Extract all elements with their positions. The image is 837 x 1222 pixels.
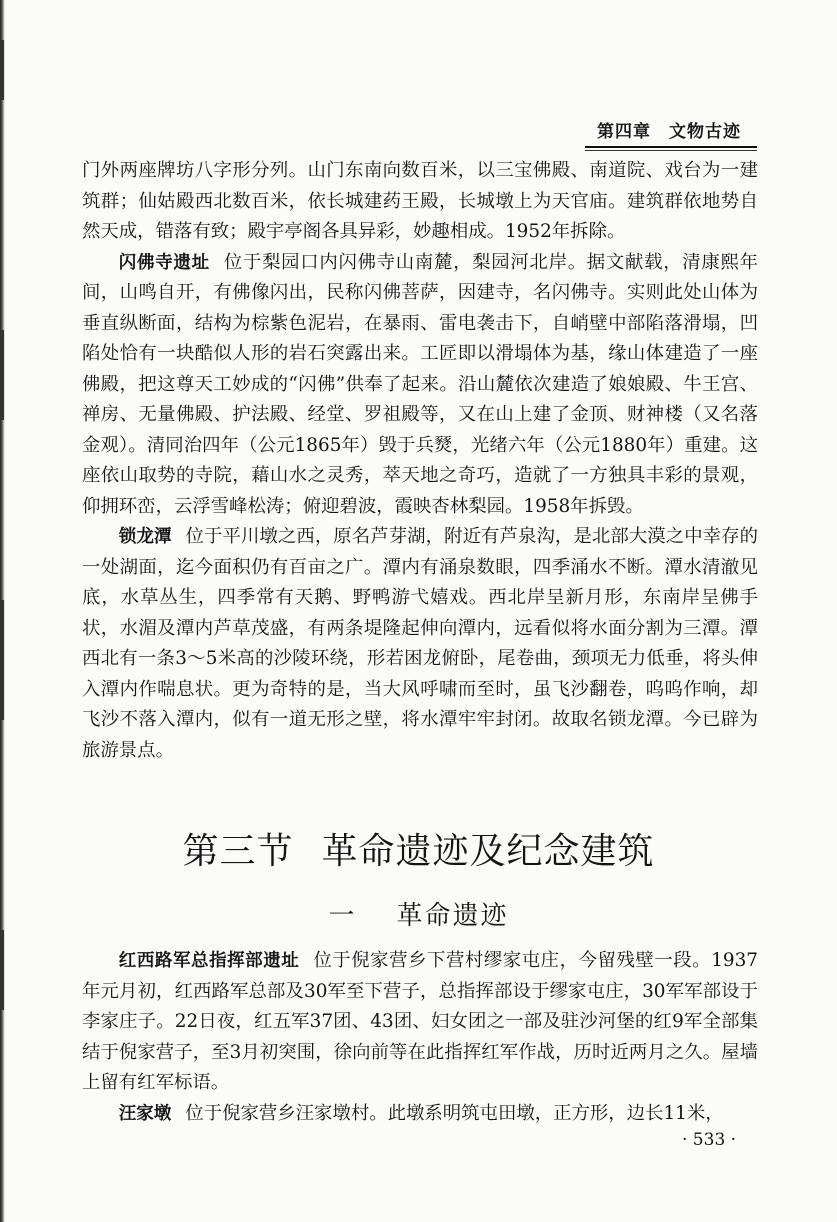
header-rule-thin: [585, 150, 757, 151]
scan-mark: [0, 40, 4, 100]
entry-term: 汪家墩: [118, 1103, 172, 1124]
subsection-number: 一: [328, 901, 357, 931]
scan-mark: [0, 330, 4, 420]
paragraph-text: 位于梨园口内闪佛寺山南麓，梨园河北岸。据文献载，清康熙年间，山鸣自开，有佛像闪出，民称闪佛菩萨，因建寺，名闪佛寺。实则此处山体为垂直纵断面，结构为棕紫色泥岩，在暴雨、雷电袭击下，自峭壁中部陷落滑塌，凹陷处恰有一块酷似人形的岩石突露出来。工匠即以滑塌体为基，缘山体建造了一座佛殿，把这尊天工妙成的“闪佛”供奉了起来。沿山麓依次建造了娘娘殿、牛王宫、禅房、无量佛殿、护法殿、经堂、罗祖殿等，又在山上建了金顶、财神楼（又名落金观）。清同治四年（公元1865年）毁于兵燹，光绪六年（公元1880年）重建。这座依山取势的寺院，藉山水之灵秀，萃天地之奇巧，造就了一方独具丰彩的景观，仰拥环峦，云浮雪峰松涛；俯迎碧波，霞映杏林梨园。1958年拆毁。: [82, 251, 758, 517]
entry-term: 红西路军总指挥部遗址: [118, 951, 300, 971]
paragraph: [82, 522, 758, 766]
paragraph-text: 位于倪家营乡汪家墩村。此墩系明筑屯田墩，正方形，边长11米，: [185, 1102, 724, 1124]
subsection-title-text: 革命遗迹: [396, 901, 509, 931]
entry-term: 闪佛寺遗址: [118, 252, 210, 273]
scan-mark: [0, 600, 4, 720]
section-title-text: 革命遗迹及纪念建筑: [321, 831, 655, 872]
paragraph-text: 门外两座牌坊八字形分列。山门东南向数百米，以三宝佛殿、南道院、戏台为一建筑群；仙姑殿西北数百米，依长城建药王殿，长城墩上为天官庙。建筑群依地势自然天成，错落有致；殿宇亭阁各具异彩，妙趣相成。1952年拆除。: [82, 160, 758, 242]
chapter-title: 第四章 文物古迹: [597, 122, 741, 142]
paragraph-text: 位于平川墩之西，原名芦芽湖，附近有芦泉沟，是北部大漠之中幸存的一处湖面，迄今面积仍有百亩之广。潭内有涌泉数眼，四季涌水不断。潭水清澈见底，水草丛生，四季常有天鹅、野鸭游弋嬉戏。西北岸呈新月形，东南岸呈佛手状，水湄及潭内芦草茂盛，有两条堤隆起伸向潭内，远看似将水面分割为三潭。潭西北有一条3～5米高的沙陵环绕，形若困龙俯卧，尾卷曲，颈项无力低垂，将头伸入潭内作喘息状。更为奇特的是，当大风呼啸而至时，虽飞沙翻卷，呜呜作响，却飞沙不落入潭内，似有一道无形之壁，将水潭牢牢封闭。故取名锁龙潭。今已辟为旅游景点。: [82, 526, 758, 761]
running-header: [585, 112, 757, 148]
paragraph: [82, 248, 758, 523]
page-number: · 533 ·: [682, 1130, 737, 1150]
header-rule: [585, 146, 757, 148]
paragraph: [82, 156, 758, 248]
paragraph-text: 位于倪家营乡下营村缪家屯庄，今留残壁一段。1937年元月初，红西路军总部及30军至下营子，总指挥部设于缪家屯庄，30军军部设于李家庄子。22日夜，红五军37团、43团、妇女团之一部及驻沙河堡的红9军全部集结于倪家营子，至3月初突围，徐向前等在此指挥红军作战，历时近两月之久。屋墙上留有红军标语。: [82, 950, 758, 1093]
entry-term: 锁龙潭: [118, 527, 172, 547]
body-text-lower: [82, 946, 758, 1129]
body-text-upper: [82, 156, 758, 766]
subsection-heading: [0, 895, 837, 932]
paragraph: [82, 1099, 758, 1130]
section-number: 第三节: [182, 831, 294, 872]
paragraph: [82, 946, 758, 1099]
scan-mark: [0, 930, 4, 1010]
section-heading: [0, 823, 837, 874]
